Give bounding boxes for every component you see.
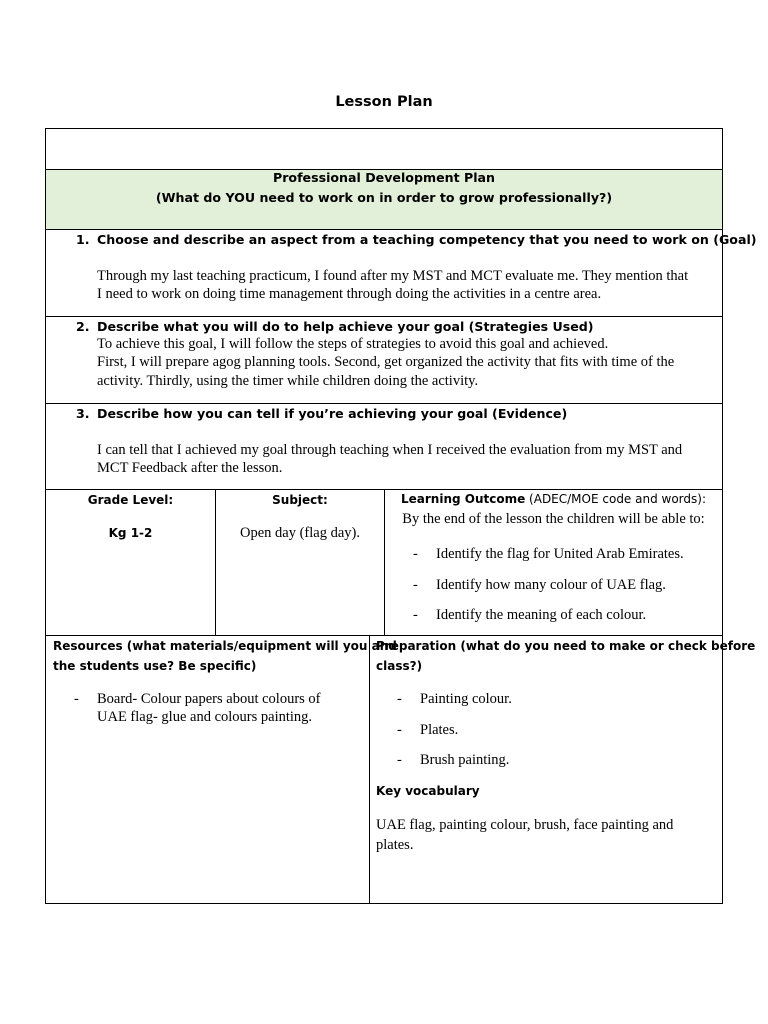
pd-plan-title: Professional Development Plan bbox=[272, 170, 495, 185]
resources-label-rest: (what materials/equipment will you and bbox=[122, 639, 397, 653]
preparation-item: Plates. bbox=[420, 722, 459, 738]
learning-outcome-label-rest: (ADEC/MOE code and words): bbox=[525, 492, 706, 506]
divider bbox=[45, 316, 723, 317]
resources-label-bold: Resources bbox=[53, 639, 123, 653]
section-1-number: 1. bbox=[76, 232, 90, 247]
grade-level-value: Kg 1-2 bbox=[108, 526, 153, 540]
preparation-item: Brush painting. bbox=[420, 752, 510, 768]
resources-bullet: - bbox=[74, 691, 79, 707]
section-1-text-line: Through my last teaching practicum, I found after my MST and MCT evaluate me. They mention that bbox=[97, 268, 689, 284]
resources-label-line2: the students use? Be specific) bbox=[53, 659, 257, 673]
section-3-text-line: MCT Feedback after the lesson. bbox=[97, 460, 283, 476]
grade-level-label: Grade Level: bbox=[87, 493, 174, 507]
preparation-bullet: - bbox=[397, 752, 402, 768]
section-1-heading: Choose and describe an aspect from a teaching competency that you need to work on (Goal) bbox=[97, 232, 757, 247]
section-2-number: 2. bbox=[76, 319, 90, 334]
outcome-item: Identify how many colour of UAE flag. bbox=[436, 577, 666, 593]
resources-label bbox=[53, 636, 397, 676]
section-3-text-line: I can tell that I achieved my goal through teaching when I received the evaluation from my MST and bbox=[97, 442, 683, 458]
preparation-label-rest: (what do you need to make or check before bbox=[456, 639, 756, 653]
learning-outcome-intro: By the end of the lesson the children will be able to: bbox=[402, 511, 705, 527]
resources-item-line: UAE flag- glue and colours painting. bbox=[97, 709, 313, 725]
section-3-heading: Describe how you can tell if you’re achieving your goal (Evidence) bbox=[97, 406, 568, 421]
key-vocabulary-line: plates. bbox=[376, 837, 414, 853]
outcome-item: Identify the flag for United Arab Emirates. bbox=[436, 546, 684, 562]
preparation-label-bold: Preparation bbox=[376, 639, 457, 653]
outcome-bullet: - bbox=[413, 577, 418, 593]
subject-value: Open day (flag day). bbox=[240, 525, 360, 541]
preparation-bullet: - bbox=[397, 691, 402, 707]
section-2-text-line: To achieve this goal, I will follow the steps of strategies to avoid this goal and achieved. bbox=[97, 336, 609, 352]
section-1-text-line: I need to work on doing time management through doing the activities in a centre area. bbox=[97, 286, 602, 302]
learning-outcome-label bbox=[385, 492, 722, 506]
divider bbox=[45, 403, 723, 404]
page-title: Lesson Plan bbox=[335, 94, 433, 110]
divider bbox=[215, 489, 216, 636]
subject-label: Subject: bbox=[272, 493, 328, 507]
learning-outcome-label-bold: Learning Outcome bbox=[400, 492, 526, 506]
section-3-number: 3. bbox=[76, 406, 90, 421]
outcome-item: Identify the meaning of each colour. bbox=[436, 607, 647, 623]
divider bbox=[45, 229, 723, 230]
preparation-label bbox=[376, 636, 755, 676]
outcome-bullet: - bbox=[413, 607, 418, 623]
key-vocabulary-line: UAE flag, painting colour, brush, face painting and bbox=[376, 817, 674, 833]
resources-item-line: Board- Colour papers about colours of bbox=[97, 691, 321, 707]
preparation-bullet: - bbox=[397, 722, 402, 738]
section-2-text-line: First, I will prepare agog planning tools. Second, get organized the activity that fits with time of the bbox=[97, 354, 675, 370]
section-2-heading: Describe what you will do to help achieve your goal (Strategies Used) bbox=[97, 319, 594, 334]
key-vocabulary-label: Key vocabulary bbox=[376, 784, 480, 798]
preparation-item: Painting colour. bbox=[420, 691, 512, 707]
section-2-text-line: activity. Thirdly, using the timer while children doing the activity. bbox=[97, 373, 479, 389]
pd-plan-subtitle: (What do YOU need to work on in order to grow professionally?) bbox=[155, 190, 613, 205]
preparation-label-line2: class?) bbox=[376, 659, 423, 673]
outcome-bullet: - bbox=[413, 546, 418, 562]
